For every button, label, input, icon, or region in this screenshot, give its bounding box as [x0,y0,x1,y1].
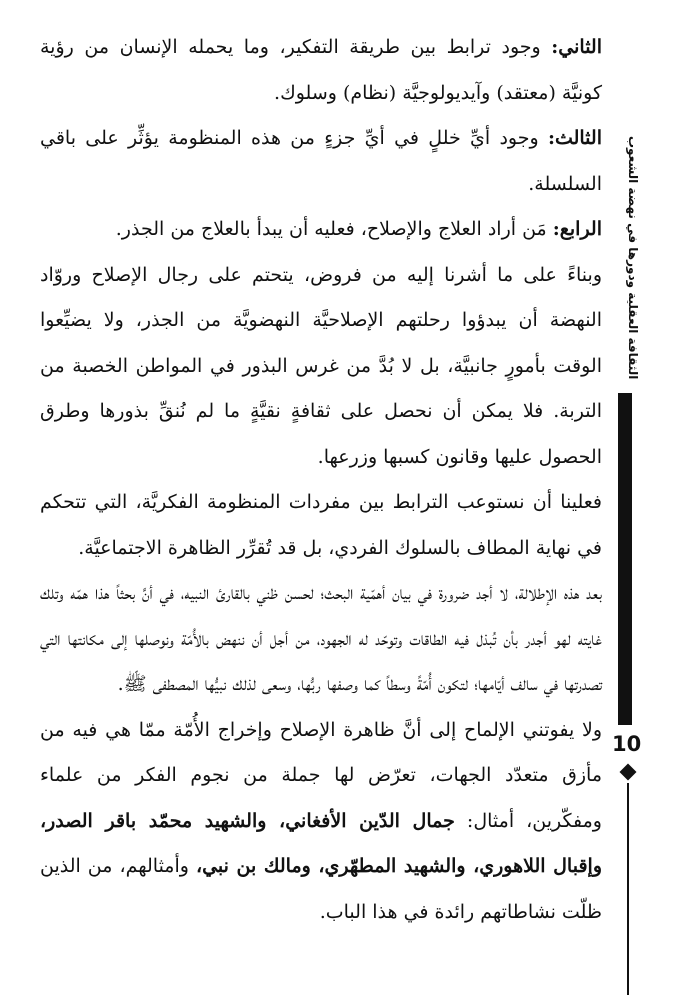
paragraph-text: بعد هذه الإطلالة، لا أجد ضرورة في بيان أهمّية البحث؛ لحسن ظني بالقارئ النبيه، في أنَّ بحثاً هذا همّه وتلك غايته لهو أجدر بأن تُبذل فيه الطاقات وتوحّد له الجهود، من أجل أن ننهض بالأُمّة ونوصلها إلى مكانتها التي تصدرتها في سالف أيّامها؛ لتكون أُمّةً وسطاً كما وصفها ربُّها، وسعى لذلك نبيُّها المصطفى ﷺ. [40,582,602,695]
paragraph-text: وجود أيِّ خللٍ في أيِّ جزءٍ من هذه المنظومة يؤثِّر على باقي السلسلة. [40,127,602,195]
paragraph-label: الرابع: [552,218,602,240]
paragraph-text: وجود ترابط بين طريقة التفكير، وما يحمله الإنسان من رؤية كونيَّة (معتقد) وآيديولوجيَّة (نظام) وسلوك. [40,36,602,104]
paragraph-fourth [40,207,602,253]
diamond-ornament-icon [620,764,637,781]
main-text [40,25,602,935]
margin-bar [618,393,632,725]
thinkers-names: جمال الدّين الأفغاني، والشهيد محمّد باقر الصدر، وإقبال اللاهوري، والشهيد المطهّري، ومالك بن نبي، [40,809,602,877]
paragraph-text: وبناءً على ما أشرنا إليه من فروض، يتحتم على رجال الإصلاح وروّاد النهضة أن يبدؤوا رحلتهم الإصلاحيَّة النهضويَّة من الجذر، ولا يضيِّعوا الوقت بأمورٍ جانبيَّة، بل لا بُدَّ من غرس البذور في المواطن الخصبة من التربة. فلا يمكن أن نحصل على ثقافةٍ نقيَّةٍ ما لم نُنقِّ بذورها وطرق الحصول عليها وقانون كسبها وزرعها. [40,263,602,468]
paragraph-thinkers [40,708,602,936]
running-head: الثقافة العقلية ودورها في نهضة الشعوب [626,136,640,380]
paragraph-second [40,25,602,116]
paragraph-text-tail: وأمثالهم، من الذين ظلّت نشاطاتهم رائدة في هذا الباب. [40,855,602,923]
paragraph-label: الثاني: [551,36,602,58]
paragraph-importance [40,571,602,708]
paragraph-text: فعلينا أن نستوعب الترابط بين مفردات المنظومة الفكريَّة، التي تتحكم في نهاية المطاف بالسلوك الفردي، بل قد تُقرِّر الظاهرة الاجتماعيَّة. [40,491,602,559]
page-number: 10 [612,732,642,756]
paragraph-text: ولا يفوتني الإلماح إلى أنَّ ظاهرة الإصلاح وإخراج الأُمّة ممّا هي فيه من مأزق متعدّد الجهات، تعرّض لها جملة من نجوم الفكر من علماء ومفكّرين، أمثال: [40,718,602,832]
paragraph-label: الثالث: [547,127,602,149]
vertical-rule [627,783,629,995]
paragraph-reform-roots [40,253,602,481]
paragraph-system-linkage [40,480,602,571]
paragraph-third [40,116,602,207]
paragraph-text: مَن أراد العلاج والإصلاح، فعليه أن يبدأ بالعلاج من الجذر. [115,218,553,240]
side-margin [614,128,640,728]
